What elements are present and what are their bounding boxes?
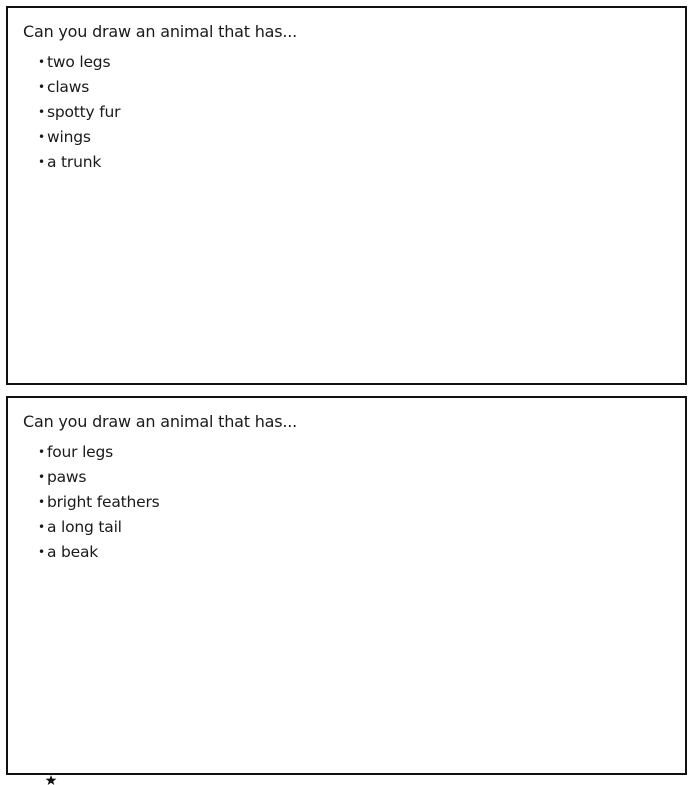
card-prompt: Can you draw an animal that has... [23,22,298,41]
star-icon [45,775,57,785]
bullet-icon: • [38,130,45,144]
trait-text: two legs [47,53,111,71]
bullet-icon: • [38,105,45,119]
bullet-icon: • [38,520,45,534]
trait-list [38,50,120,175]
animal-card-2 [6,396,687,775]
bullet-icon: • [38,80,45,94]
list-item [38,125,120,150]
list-item [38,540,160,565]
animal-card-1 [6,6,687,385]
list-item [38,150,120,175]
list-item [38,50,120,75]
list-item [38,490,160,515]
trait-text: paws [47,468,87,486]
list-item [38,465,160,490]
bullet-icon: • [38,470,45,484]
trait-text: a beak [47,543,99,561]
card-prompt: Can you draw an animal that has... [23,412,298,431]
list-item [38,440,160,465]
list-item [38,75,120,100]
bullet-icon: • [38,445,45,459]
trait-text: a long tail [47,518,122,536]
trait-text: wings [47,128,91,146]
list-item [38,100,120,125]
trait-text: four legs [47,443,114,461]
trait-text: claws [47,78,90,96]
bullet-icon: • [38,155,45,169]
trait-text: a trunk [47,153,102,171]
trait-list [38,440,160,565]
trait-text: bright feathers [47,493,160,511]
trait-text: spotty fur [47,103,121,121]
list-item [38,515,160,540]
bullet-icon: • [38,495,45,509]
bullet-icon: • [38,55,45,69]
bullet-icon: • [38,545,45,559]
